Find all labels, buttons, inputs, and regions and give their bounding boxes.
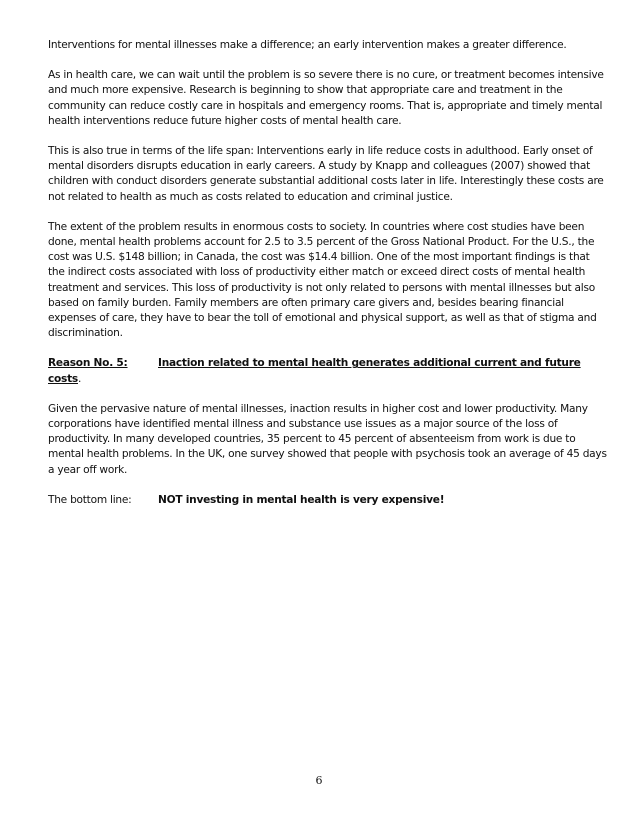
reason-label: Reason No. 5: bbox=[48, 357, 128, 370]
paragraph-intro: Interventions for mental illnesses make a difference; an early intervention makes a greater difference. bbox=[48, 39, 567, 51]
paragraph-inaction: Given the pervasive nature of mental illnesses, inaction results in higher cost and lower productivity. Many corporations have identified mental illness and substance use issues as a major source of the loss of productivity. In many developed countries, 35 percent to 45 percent of absenteeism from work is due to mental health problems. In the UK, one survey showed that people with psychosis took an average of 45 days a year off work. bbox=[48, 402, 607, 476]
reason-heading bbox=[48, 356, 608, 386]
reason-title: Inaction related to mental health generates additional current and future costs bbox=[48, 357, 581, 385]
paragraph-health-care: As in health care, we can wait until the problem is so severe there is no cure, or treatment becomes intensive and much more expensive. Research is beginning to show that appropriate care and treatment in the community can reduce costly care in hospitals and emergency rooms. That is, appropriate and timely mental health interventions reduce future higher costs of mental health care. bbox=[48, 69, 604, 127]
paragraph-costs-to-society: The extent of the problem results in enormous costs to society. In countries where cost studies have been done, mental health problems account for 2.5 to 3.5 percent of the Gross National Product. For the U.S., the cost was U.S. $148 billion; in Canada, the cost was $14.4 billion. One of the most important findings is that the indirect costs associated with loss of productivity either match or exceed direct costs of mental health treatment and services. This loss of productivity is not only related to persons with mental illnesses but also based on family burden. Family members are often primary care givers and, besides bearing financial expenses of care, they have to bear the toll of emotional and physical support, as well as that of stigma and discrimination. bbox=[48, 220, 597, 340]
bottom-line-label: The bottom line: bbox=[48, 493, 132, 506]
reason-period: . bbox=[77, 372, 82, 385]
page-number: 6 bbox=[315, 774, 323, 787]
body-text bbox=[48, 38, 608, 523]
bottom-line bbox=[48, 493, 608, 508]
paragraph-life-span: This is also true in terms of the life span: Interventions early in life reduce costs in adulthood. Early onset of mental disorders disrupts education in early careers. A study by Knapp and colleagues (2007) showed that children with conduct disorders generate substantial additional costs later in life. Interestingly these costs are not related to health as much as costs related to education and criminal justice. bbox=[48, 145, 604, 203]
bottom-line-text: NOT investing in mental health is very expensive! bbox=[158, 493, 445, 506]
